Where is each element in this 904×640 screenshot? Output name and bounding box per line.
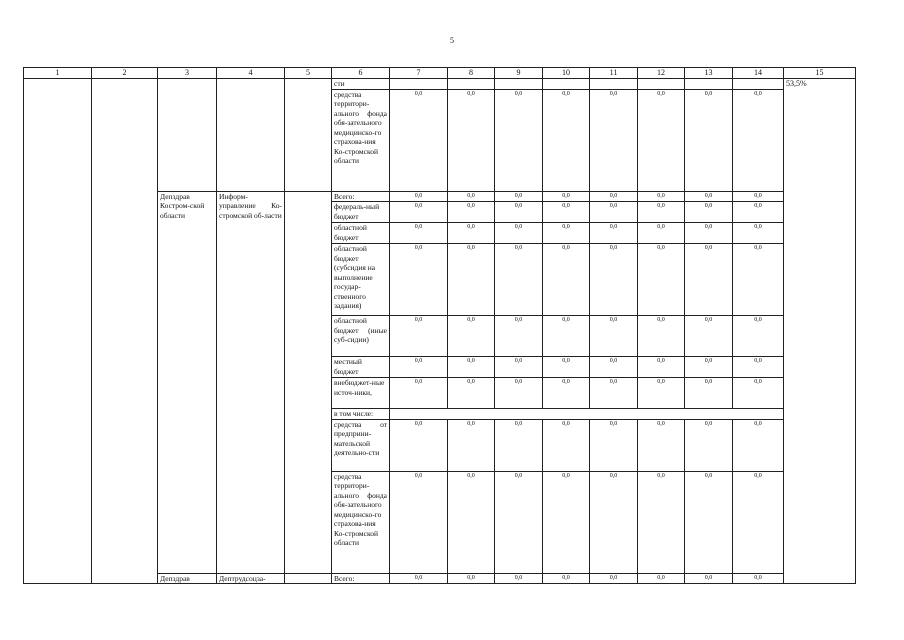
value-cell: 0,0 — [495, 357, 543, 378]
col5-cell — [285, 79, 332, 192]
value-cell: 0,0 — [638, 89, 685, 191]
value-cell: 0,0 — [685, 223, 733, 244]
value-cell: 0,0 — [390, 191, 448, 202]
source-label: областной бюджет (иные суб-сидии) — [332, 316, 390, 357]
value-cell: 0,0 — [543, 191, 590, 202]
co-executor: Дептрудсоцза- — [217, 573, 285, 584]
col1-cell — [24, 79, 92, 584]
value-cell: 0,0 — [390, 89, 448, 191]
value-cell: 0,0 — [448, 471, 495, 573]
col2-cell — [92, 79, 158, 584]
budget-table — [23, 67, 856, 584]
value-cell: 0,0 — [390, 419, 448, 471]
value-cell: 0,0 — [543, 244, 590, 316]
value-cell: 0,0 — [448, 202, 495, 223]
col5-cell — [285, 573, 332, 584]
value-cell: 0,0 — [638, 191, 685, 202]
value-cell: 0,0 — [390, 378, 448, 409]
value-cell: 0,0 — [685, 244, 733, 316]
col3-cell — [158, 79, 217, 192]
value-cell: 0,0 — [448, 244, 495, 316]
value-cell: 0,0 — [590, 378, 638, 409]
value-cell: 0,0 — [685, 573, 733, 584]
value-cell: 0,0 — [543, 89, 590, 191]
value-cell: 0,0 — [390, 471, 448, 573]
value-cell: 0,0 — [733, 419, 784, 471]
value-cell: 0,0 — [448, 419, 495, 471]
value-cell: 0,0 — [543, 378, 590, 409]
col5-cell — [285, 191, 332, 573]
header-cell: 15 — [784, 68, 856, 79]
value-cell: 0,0 — [590, 573, 638, 584]
source-label: областной бюджет (субсидия на выполнение государ-ственного задания) — [332, 244, 390, 316]
value-cell: 0,0 — [448, 316, 495, 357]
value-cell: 0,0 — [685, 202, 733, 223]
value-cell: 0,0 — [495, 419, 543, 471]
value-cell: 0,0 — [685, 419, 733, 471]
value-cell: 0,0 — [638, 357, 685, 378]
value-cell: 0,0 — [590, 419, 638, 471]
header-cell: 11 — [590, 68, 638, 79]
value-cell: 0,0 — [733, 357, 784, 378]
value-cell: 0,0 — [733, 244, 784, 316]
header-cell: 9 — [495, 68, 543, 79]
header-cell: 2 — [92, 68, 158, 79]
header-cell: 6 — [332, 68, 390, 79]
source-label: федераль-ный бюджет — [332, 202, 390, 223]
value-cell: 0,0 — [638, 378, 685, 409]
header-cell: 1 — [24, 68, 92, 79]
value-cell: 0,0 — [638, 573, 685, 584]
value-cell: 0,0 — [543, 471, 590, 573]
value-cell: 0,0 — [733, 316, 784, 357]
source-label: Всего: — [332, 573, 390, 584]
header-cell: 3 — [158, 68, 217, 79]
col4-cell — [217, 79, 285, 192]
value-cell: 0,0 — [590, 89, 638, 191]
value-cell: 0,0 — [495, 316, 543, 357]
source-label: местный бюджет — [332, 357, 390, 378]
value-cell: 0,0 — [685, 316, 733, 357]
table-header-row — [24, 68, 856, 79]
source-label: средства от предприни-мательской деятельно-сти — [332, 419, 390, 471]
value-cell: 0,0 — [590, 357, 638, 378]
value-cell: 0,0 — [685, 357, 733, 378]
value-cell: 0,0 — [638, 316, 685, 357]
value-cell: 0,0 — [390, 223, 448, 244]
co-executor: Информ-управление Ко-стромской об-ласти — [217, 191, 285, 573]
value-cell: 0,0 — [495, 191, 543, 202]
value-cell: 0,0 — [685, 378, 733, 409]
value-cell: 0,0 — [495, 573, 543, 584]
value-cell: 0,0 — [685, 191, 733, 202]
header-cell: 13 — [685, 68, 733, 79]
value-cell: 0,0 — [733, 471, 784, 573]
value-cell: 0,0 — [390, 357, 448, 378]
responsible-executor: Депздрав Костром-ской области — [158, 191, 217, 573]
value-cell: 0,0 — [495, 89, 543, 191]
source-label: Всего: — [332, 191, 390, 202]
value-cell: 0,0 — [685, 471, 733, 573]
source-label: в том числе: — [332, 409, 390, 420]
header-cell: 8 — [448, 68, 495, 79]
value-cell: 0,0 — [390, 202, 448, 223]
value-cell: 0,0 — [590, 244, 638, 316]
value-cell: 0,0 — [390, 573, 448, 584]
value-cell: 0,0 — [733, 378, 784, 409]
source-label: областной бюджет — [332, 223, 390, 244]
value-cell: 0,0 — [495, 202, 543, 223]
value-cell: 0,0 — [543, 316, 590, 357]
responsible-executor: Депздрав — [158, 573, 217, 584]
value-cell: 0,0 — [733, 223, 784, 244]
value-cell: 0,0 — [733, 202, 784, 223]
value-cell: 0,0 — [590, 191, 638, 202]
value-cell: 0,0 — [448, 89, 495, 191]
value-cell: 0,0 — [733, 573, 784, 584]
value-cell: 0,0 — [590, 316, 638, 357]
value-cell: 0,0 — [448, 191, 495, 202]
header-cell: 12 — [638, 68, 685, 79]
source-label: средства территори-ального фонда обя-зательного медицинско-го страхова-ния Ко-стромской области — [332, 471, 390, 573]
source-label: сти — [332, 79, 390, 90]
value-cell: 0,0 — [638, 244, 685, 316]
value-cell: 0,0 — [390, 316, 448, 357]
value-cell: 0,0 — [448, 357, 495, 378]
header-cell: 4 — [217, 68, 285, 79]
value-cell: 0,0 — [543, 202, 590, 223]
value-cell: 0,0 — [543, 357, 590, 378]
value-cell: 0,0 — [495, 223, 543, 244]
value-cell: 0,0 — [448, 573, 495, 584]
header-cell: 7 — [390, 68, 448, 79]
value-cell: 0,0 — [590, 202, 638, 223]
value-cell: 0,0 — [448, 223, 495, 244]
value-cell: 0,0 — [733, 191, 784, 202]
value-cell: 0,0 — [590, 471, 638, 573]
value-cell: 0,0 — [543, 223, 590, 244]
value-cell: 0,0 — [543, 573, 590, 584]
source-label: средства территори-ального фонда обя-зательного медицинско-го страхова-ния Ко-стромской области — [332, 89, 390, 191]
value-cell: 0,0 — [390, 244, 448, 316]
header-cell: 14 — [733, 68, 784, 79]
value-cell: 0,0 — [638, 202, 685, 223]
value-cell: 0,0 — [590, 223, 638, 244]
value-cell: 0,0 — [638, 419, 685, 471]
value-cell: 0,0 — [685, 89, 733, 191]
col15-percent: 53,5% — [784, 79, 856, 584]
value-cell: 0,0 — [495, 471, 543, 573]
table-row — [24, 79, 856, 90]
header-cell: 5 — [285, 68, 332, 79]
value-cell: 0,0 — [495, 244, 543, 316]
value-cell: 0,0 — [495, 378, 543, 409]
value-cell: 0,0 — [448, 378, 495, 409]
value-cell: 0,0 — [638, 471, 685, 573]
page-number: 5 — [450, 36, 454, 45]
empty-span — [390, 409, 784, 420]
source-label: внебюджет-ные источ-ники, — [332, 378, 390, 409]
value-cell: 0,0 — [638, 223, 685, 244]
value-cell: 0,0 — [543, 419, 590, 471]
value-cell: 0,0 — [733, 89, 784, 191]
header-cell: 10 — [543, 68, 590, 79]
